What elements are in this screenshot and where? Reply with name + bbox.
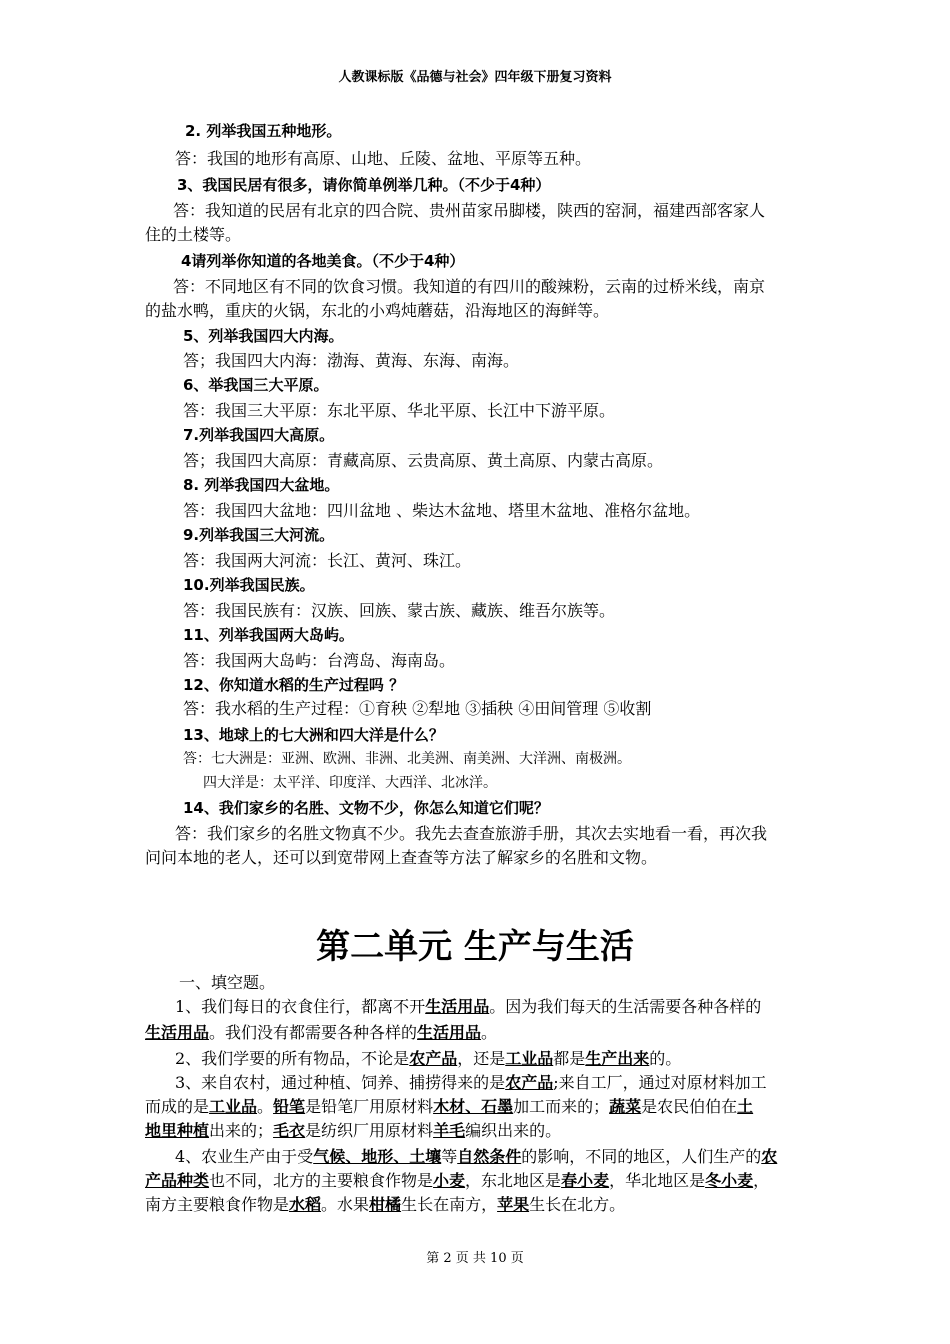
fill-text: 生长在北方。 xyxy=(529,1195,626,1214)
question-4: 5、列举我国四大内海。 xyxy=(183,327,344,345)
fill-text: 编织出来的。 xyxy=(465,1121,562,1140)
question-1: 2. 列举我国五种地形。 xyxy=(185,122,342,140)
fill-line-8 xyxy=(145,1170,769,1192)
fill-text: ;来自工厂，通过对原材料加工 xyxy=(553,1073,767,1092)
answer-8-line-1: 答：我国两大河流：长江、黄河、珠江。 xyxy=(183,551,472,570)
fill-text: 也不同，北方的主要粮食作物是 xyxy=(209,1171,434,1190)
answer-blank: 羊毛 xyxy=(433,1121,466,1140)
answer-blank: 气候、地形、土壤 xyxy=(313,1147,442,1166)
answer-blank: 农产品 xyxy=(409,1049,458,1068)
answer-11-line-1: 答：我水稻的生产过程：①育秧 ②犁地 ③插秧 ④田间管理 ⑤收割 xyxy=(183,699,652,718)
question-7: 8. 列举我国四大盆地。 xyxy=(183,476,340,494)
answer-blank: 农产品 xyxy=(505,1073,554,1092)
fill-text: 而成的是 xyxy=(145,1097,210,1116)
fill-line-1 xyxy=(175,996,761,1018)
question-6: 7.列举我国四大高原。 xyxy=(183,426,335,444)
fill-text: 。 xyxy=(257,1097,274,1116)
answer-blank: 生产出来 xyxy=(585,1049,650,1068)
answer-4-line-1: 答；我国四大内海：渤海、黄海、东海、南海。 xyxy=(183,351,520,370)
fill-line-9 xyxy=(145,1194,625,1216)
fill-text: 2、我们学要的所有物品，不论是 xyxy=(175,1049,410,1068)
answer-blank: 小麦 xyxy=(433,1171,466,1190)
answer-blank: 柑橘 xyxy=(369,1195,402,1214)
answer-6-line-1: 答；我国四大高原：青藏高原、云贵高原、黄土高原、内蒙古高原。 xyxy=(183,451,664,470)
answer-blank: 木材、石墨 xyxy=(433,1097,514,1116)
page-header: 人教课标版《品德与社会》四年级下册复习资料 xyxy=(338,70,612,85)
answer-blank: 产品种类 xyxy=(145,1171,210,1190)
fill-text: ， xyxy=(753,1171,770,1190)
question-3: 4请列举你知道的各地美食。（不少于4种） xyxy=(181,252,465,270)
question-10: 11、列举我国两大岛屿。 xyxy=(183,626,354,644)
answer-blank: 农 xyxy=(761,1147,778,1166)
answer-13-line-2: 问问本地的老人，还可以到宽带网上查查等方法了解家乡的名胜和文物。 xyxy=(145,848,658,867)
answer-blank: 蔬菜 xyxy=(609,1097,642,1116)
answer-3-line-2: 的盐水鸭，重庆的火锅，东北的小鸡炖蘑菇，沿海地区的海鲜等。 xyxy=(145,301,610,320)
answer-9-line-1: 答：我国民族有：汉族、回族、蒙古族、藏族、维吾尔族等。 xyxy=(183,601,616,620)
answer-12-line-2: 四大洋是：太平洋、印度洋、大西洋、北冰洋。 xyxy=(203,775,497,791)
fill-text: 是纺织厂用原材料 xyxy=(305,1121,434,1140)
question-9: 10.列举我国民族。 xyxy=(183,576,315,594)
answer-blank: 冬小麦 xyxy=(705,1171,754,1190)
fill-line-3 xyxy=(175,1048,681,1070)
answer-10-line-1: 答：我国两大岛屿：台湾岛、海南岛。 xyxy=(183,651,456,670)
fill-text: 4、农业生产由于受 xyxy=(175,1147,314,1166)
answer-blank: 工业品 xyxy=(209,1097,258,1116)
fill-line-2 xyxy=(145,1022,497,1044)
fill-text: 是铅笔厂用原材料 xyxy=(305,1097,434,1116)
fill-text: 加工而来的； xyxy=(513,1097,610,1116)
question-8: 9.列举我国三大河流。 xyxy=(183,526,335,544)
answer-2-line-1: 答：我知道的民居有北京的四合院、贵州苗家吊脚楼，陕西的窑洞，福建西部客家人 xyxy=(173,201,766,220)
fill-line-7 xyxy=(175,1146,777,1168)
answer-1-line-1: 答：我国的地形有高原、山地、丘陵、盆地、平原等五种。 xyxy=(175,149,592,168)
question-12: 13、地球上的七大洲和四大洋是什么？ xyxy=(183,726,444,744)
fill-text: 的。 xyxy=(649,1049,682,1068)
answer-blank: 生活用品 xyxy=(145,1023,210,1042)
answer-12-line-1: 答：七大洲是：亚洲、欧洲、非洲、北美洲、南美洲、大洋洲、南极洲。 xyxy=(183,751,631,767)
fill-text: 南方主要粮食作物是 xyxy=(145,1195,290,1214)
fill-text: 等 xyxy=(441,1147,458,1166)
fill-text: 。水果 xyxy=(321,1195,370,1214)
answer-13-line-1: 答：我们家乡的名胜文物真不少。我先去查查旅游手册，其次去实地看一看，再次我 xyxy=(175,824,768,843)
fill-text: 都是 xyxy=(553,1049,586,1068)
question-5: 6、举我国三大平原。 xyxy=(183,376,329,394)
fill-text: 。我们没有都需要各种各样的 xyxy=(209,1023,418,1042)
fill-line-6 xyxy=(145,1120,561,1142)
answer-blank: 铅笔 xyxy=(273,1097,306,1116)
answer-blank: 工业品 xyxy=(505,1049,554,1068)
fill-text: 是农民伯伯在 xyxy=(641,1097,738,1116)
fill-text: 的影响，不同的地区，人们生产的 xyxy=(521,1147,762,1166)
answer-2-line-2: 住的土楼等。 xyxy=(145,225,242,244)
answer-blank: 生活用品 xyxy=(425,997,490,1016)
fill-line-4 xyxy=(175,1072,767,1094)
answer-blank: 毛衣 xyxy=(273,1121,306,1140)
answer-blank: 水稻 xyxy=(289,1195,322,1214)
answer-blank: 土 xyxy=(737,1097,754,1116)
fill-text: 。 xyxy=(481,1023,498,1042)
page-footer: 第 2 页 共 10 页 xyxy=(426,1251,524,1266)
fill-text: ，东北地区是 xyxy=(465,1171,562,1190)
fill-text: 生长在南方， xyxy=(401,1195,498,1214)
question-13: 14、我们家乡的名胜、文物不少，你怎么知道它们呢？ xyxy=(183,799,549,817)
answer-blank: 自然条件 xyxy=(457,1147,522,1166)
answer-3-line-1: 答：不同地区有不同的饮食习惯。我知道的有四川的酸辣粉，云南的过桥米线，南京 xyxy=(173,277,766,296)
unit-title: 第二单元 生产与生活 xyxy=(316,927,634,967)
answer-blank: 生活用品 xyxy=(417,1023,482,1042)
fill-text: ，还是 xyxy=(457,1049,506,1068)
answer-7-line-1: 答：我国四大盆地：四川盆地 、柴达木盆地、塔里木盆地、准格尔盆地。 xyxy=(183,501,701,520)
fill-heading: 一、填空题。 xyxy=(179,973,276,992)
fill-text: 。因为我们每天的生活需要各种各样的 xyxy=(489,997,762,1016)
question-2: 3、我国民居有很多，请你简单例举几种。（不少于4种） xyxy=(177,176,551,194)
fill-text: 1、我们每日的衣食住行，都离不开 xyxy=(175,997,426,1016)
answer-5-line-1: 答：我国三大平原：东北平原、华北平原、长江中下游平原。 xyxy=(183,401,616,420)
answer-blank: 春小麦 xyxy=(561,1171,610,1190)
fill-text: 3、来自农村，通过种植、饲养、捕捞得来的是 xyxy=(175,1073,506,1092)
question-11: 12、你知道水稻的生产过程吗 ？ xyxy=(183,676,405,694)
fill-line-5 xyxy=(145,1096,753,1118)
answer-blank: 地里种植 xyxy=(145,1121,210,1140)
answer-blank: 苹果 xyxy=(497,1195,530,1214)
fill-text: ，华北地区是 xyxy=(609,1171,706,1190)
fill-text: 出来的； xyxy=(209,1121,274,1140)
